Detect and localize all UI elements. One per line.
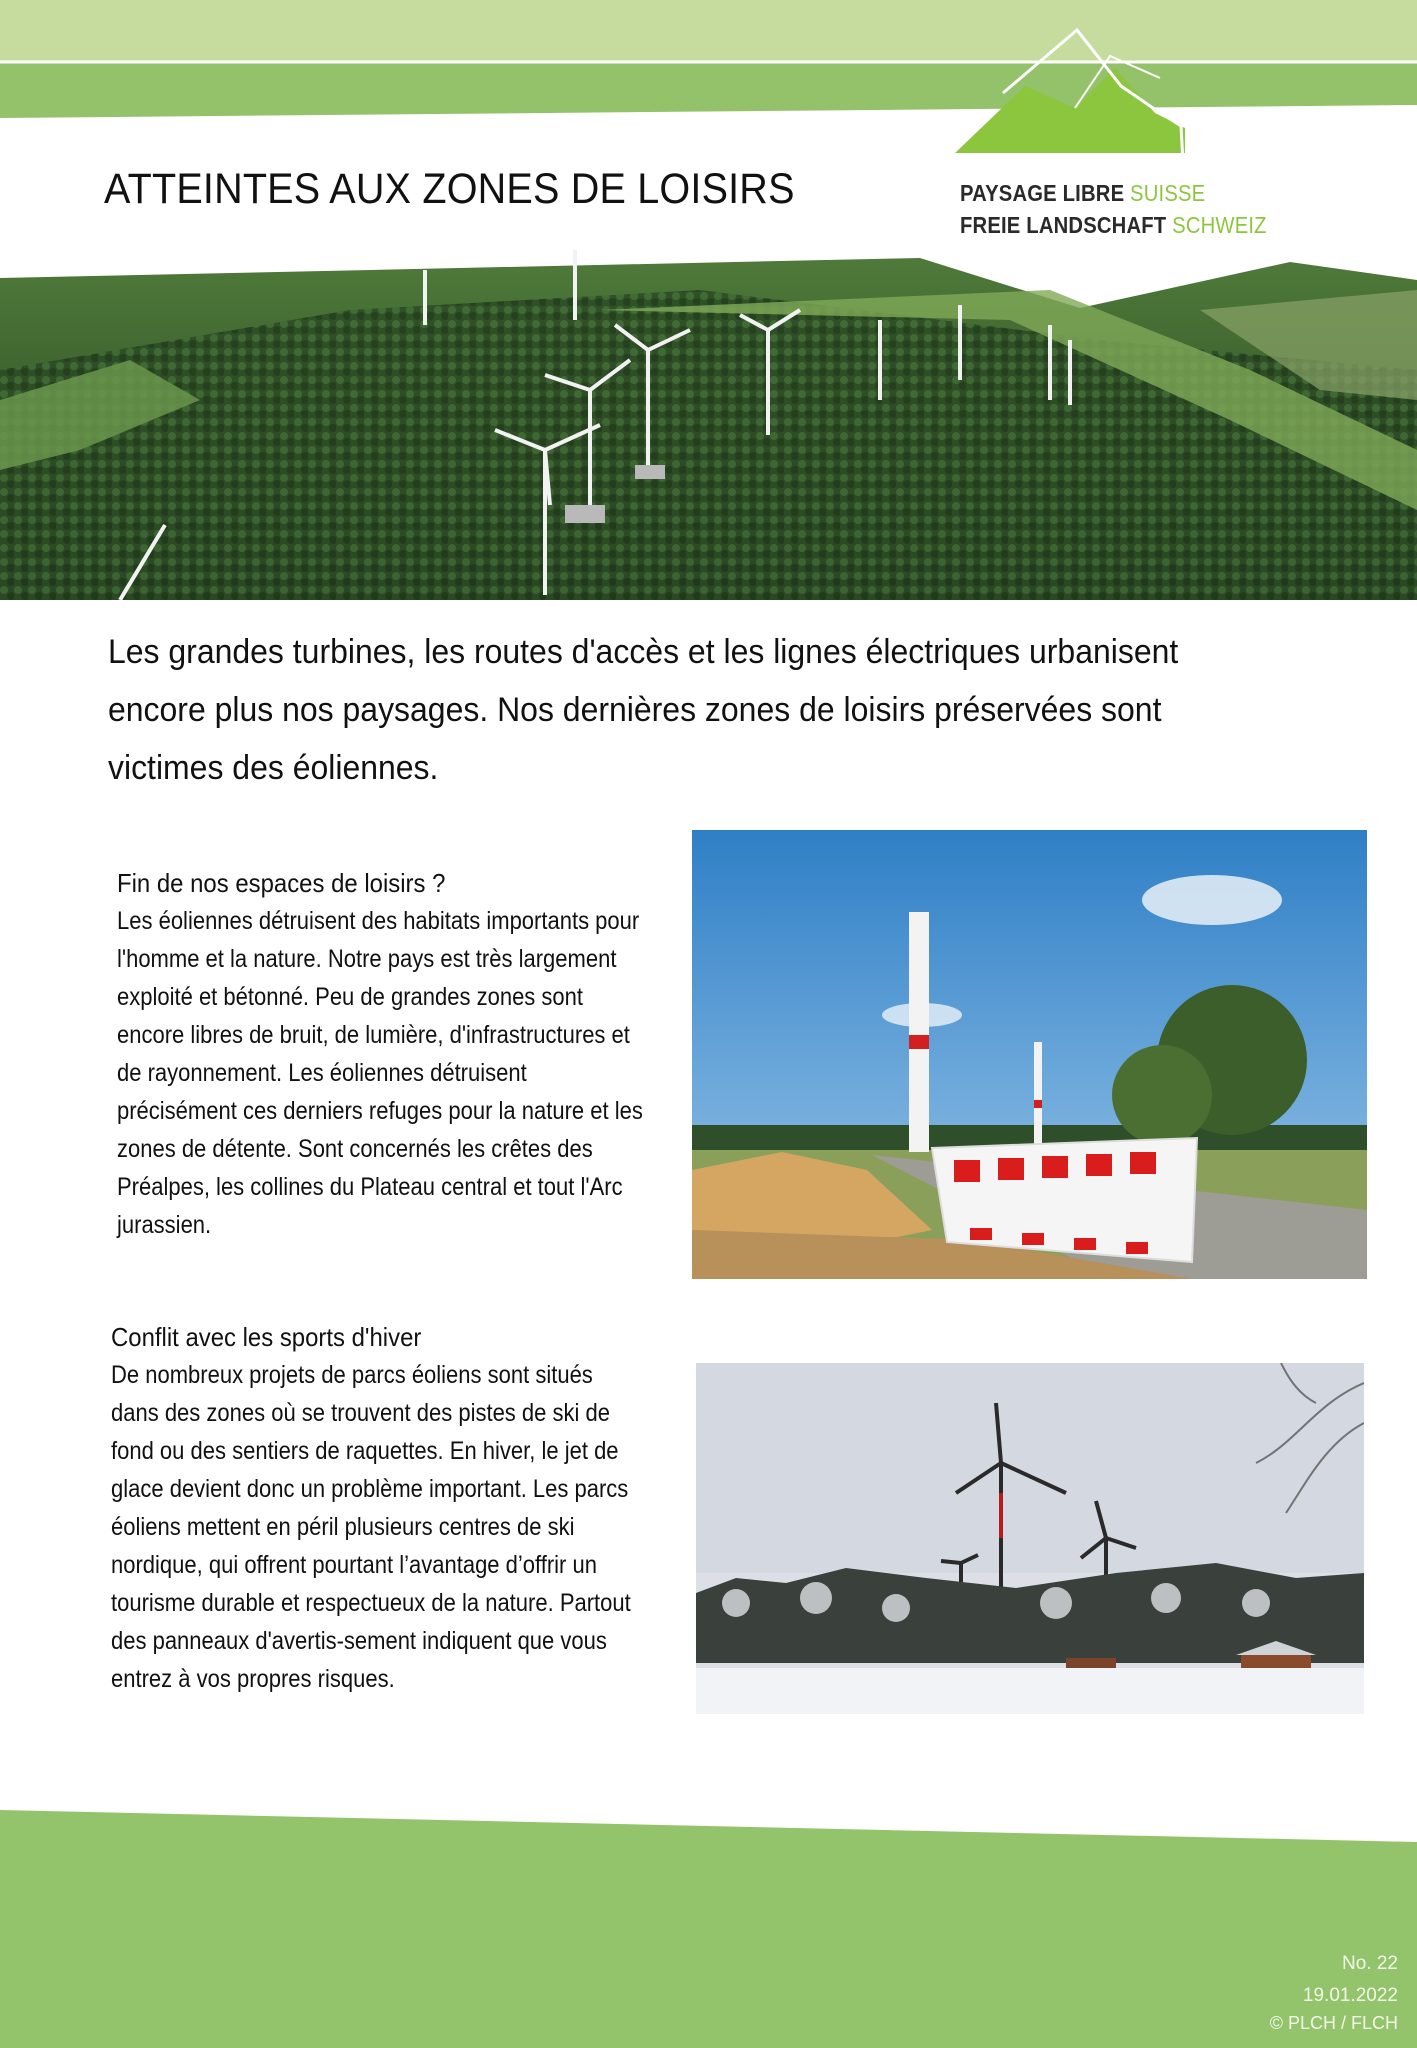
section-text: Les éoliennes détruisent des habitats importants pour l'homme et la nature. Notre pays est très largement exploité et bétonné. Peu de grandes zones sont encore libres de bruit, de lumière, d'infrastructures et de rayonnement. Les éoliennes détruisent précisément ces derniers refuges pour la nature et les zones de détente. Sont concernés les crêtes des Préalpes, les collines du Plateau central et tout l'Arc jurassien. [117, 907, 643, 1239]
copyright-notice: © PLCH / FLCH [1269, 2013, 1398, 2033]
issue-date: 19.01.2022 [1302, 1985, 1398, 2006]
footer-band [0, 1800, 1417, 2048]
logo-mountain-graphic [955, 28, 1295, 198]
logo-text-line-2 [960, 212, 1267, 239]
section-hiver [111, 1318, 671, 1698]
logo-text-main: PAYSAGE LIBRE [960, 180, 1125, 206]
logo-text-line-1 [960, 180, 1205, 207]
page-title: ATTEINTES AUX ZONES DE LOISIRS [104, 165, 795, 213]
logo-text-accent: SCHWEIZ [1172, 212, 1267, 238]
hero-landscape-image [0, 250, 1417, 600]
section-text: De nombreux projets de parcs éoliens sont situés dans des zones où se trouvent des pistes de ski de fond ou des sentiers de raquettes. En hiver, le jet de glace devient donc un problème important. Les parcs éoliens mettent en péril plusieurs centres de ski nordique, qui offrent pourtant l’avantage d’offrir un tourisme durable et respectueux de la nature. Partout des panneaux d'avertis-sement indiquent que vous entrez à vos propres risques. [111, 1361, 631, 1693]
logo-text-accent: SUISSE [1130, 180, 1206, 206]
intro-paragraph: Les grandes turbines, les routes d'accès et les lignes électriques urbanisent encore plus nos paysages. Nos dernières zones de loisirs préservées sont victimes des éoliennes. [108, 633, 1179, 787]
logo-text-main: FREIE LANDSCHAFT [960, 212, 1167, 238]
section-heading: Fin de nos espaces de loisirs ? [117, 868, 446, 898]
section-loisirs [117, 864, 677, 1244]
section-heading: Conflit avec les sports d'hiver [111, 1322, 422, 1352]
construction-site-photo [692, 830, 1367, 1279]
issue-number: No. 22 [1342, 1953, 1398, 1974]
winter-turbines-photo [696, 1363, 1364, 1714]
